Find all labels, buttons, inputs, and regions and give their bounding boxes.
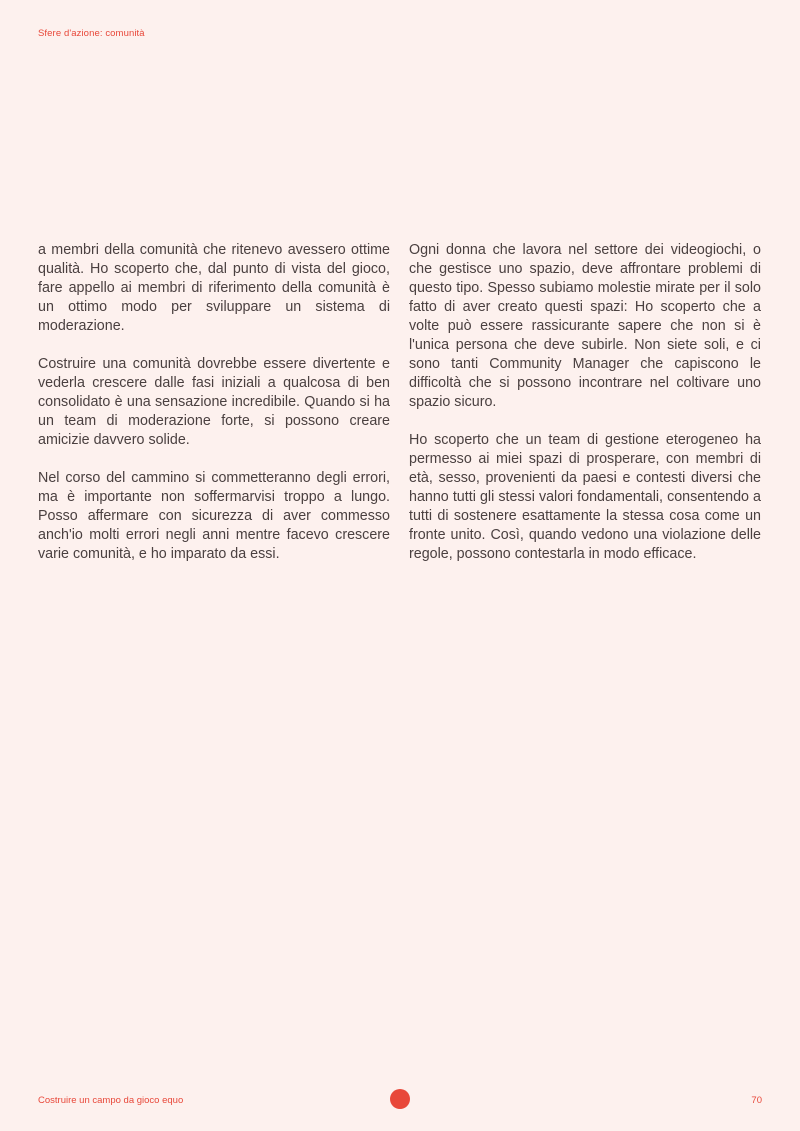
page-number: 70 (751, 1095, 762, 1106)
left-column (38, 241, 390, 583)
paragraph: a membri della comunità che ritenevo avessero ottime qualità. Ho scoperto che, dal punto di vista del gioco, fare appello ai membri di riferimento della comunità è un ottimo modo per sviluppare un sistema di moderazione. (38, 242, 390, 334)
right-column (409, 241, 761, 583)
footer-dot-icon (390, 1089, 410, 1109)
paragraph: Costruire una comunità dovrebbe essere divertente e vederla crescere dalle fasi iniziali a qualcosa di ben consolidato è una sensazione incredibile. Quando si ha un team di moderazione forte, si possono creare amicizie davvero solide. (38, 356, 390, 448)
paragraph: Ho scoperto che un team di gestione eterogeneo ha permesso ai miei spazi di prosperare, con membri di età, sesso, provenienti da paesi e contesti diversi che hanno tutti gli stessi valori fondamentali, consentendo a tutti di sostenere esattamente la stessa cosa come un fronte unito. Così, quando vedono una violazione delle regole, possono contestarla in modo efficace. (409, 432, 761, 562)
running-header: Sfere d'azione: comunità (38, 28, 145, 39)
paragraph: Ogni donna che lavora nel settore dei videogiochi, o che gestisce uno spazio, deve affrontare problemi di questo tipo. Spesso subiamo molestie mirate per il solo fatto di aver creato questi spazi: Ho scoperto che a volte può essere rassicurante sapere che non si è l'unica persona che deve subirle. Non siete soli, e ci sono tanti Community Manager che capiscono le difficoltà che si possono incontrare nel coltivare uno spazio sicuro. (409, 242, 761, 410)
footer-publication-title: Costruire un campo da gioco equo (38, 1095, 184, 1106)
paragraph: Nel corso del cammino si commetteranno degli errori, ma è importante non soffermarvisi troppo a lungo. Posso affermare con sicurezza di aver commesso anch'io molti errori negli anni mentre facevo crescere varie comunità, e ho imparato da essi. (38, 470, 390, 562)
